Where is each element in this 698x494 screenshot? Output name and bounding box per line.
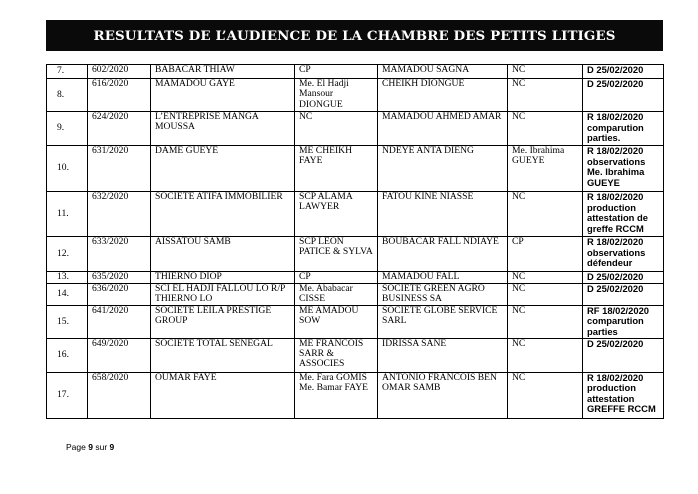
page-footer: [66, 442, 114, 452]
plaintiff-cell: DAME GUEYE: [151, 146, 295, 192]
table-row: [47, 272, 664, 284]
defendant-counsel-cell: NC: [508, 192, 583, 237]
result-cell: R 18/02/2020 production attestation de greffe RCCM: [583, 192, 664, 237]
defendant-counsel-cell: NC: [508, 372, 583, 418]
table-row: [47, 284, 664, 306]
case-number-cell: 10.: [47, 146, 88, 192]
defendant-counsel-cell: NC: [508, 79, 583, 112]
case-number-cell: 15.: [47, 305, 88, 338]
plaintiff-counsel-cell: Me. Ababacar CISSE: [295, 284, 378, 306]
defendant-cell: BOUBACAR FALL NDIAYE: [378, 237, 508, 272]
result-cell: D 25/02/2020: [583, 338, 664, 372]
defendant-counsel-cell: NC: [508, 284, 583, 306]
case-number-cell: 7.: [47, 65, 88, 79]
plaintiff-cell: SCI EL HADJI FALLOU LO R/P THIERNO LO: [151, 284, 295, 306]
plaintiff-counsel-cell: ME CHEIKH FAYE: [295, 146, 378, 192]
defendant-counsel-cell: CP: [508, 237, 583, 272]
result-cell: D 25/02/2020: [583, 272, 664, 284]
case-number-cell: 9.: [47, 112, 88, 146]
plaintiff-counsel-cell: SCP ALAMA LAWYER: [295, 192, 378, 237]
table-row: [47, 372, 664, 418]
defendant-cell: NDEYE ANTA DIENG: [378, 146, 508, 192]
case-id-cell: 624/2020: [88, 112, 151, 146]
plaintiff-cell: L’ENTREPRISE MANGA MOUSSA: [151, 112, 295, 146]
page-total: 9: [109, 442, 115, 452]
page-current: 9: [88, 442, 93, 452]
plaintiff-cell: OUMAR FAYE: [151, 372, 295, 418]
defendant-cell: SOCIETE GREEN AGRO BUSINESS SA: [378, 284, 508, 306]
defendant-counsel-cell: NC: [508, 65, 583, 79]
result-cell: R 18/02/2020 production attestation GREFFE RCCM: [583, 372, 664, 418]
case-id-cell: 658/2020: [88, 372, 151, 418]
result-cell: D 25/02/2020: [583, 65, 664, 79]
defendant-cell: ANTONIO FRANCOIS BEN OMAR SAMB: [378, 372, 508, 418]
plaintiff-counsel-cell: NC: [295, 112, 378, 146]
table-row: [47, 338, 664, 372]
case-id-cell: 649/2020: [88, 338, 151, 372]
defendant-cell: MAMADOU SAGNA: [378, 65, 508, 79]
defendant-counsel-cell: NC: [508, 305, 583, 338]
result-cell: R 18/02/2020 observations Me. Ibrahima GUEYE: [583, 146, 664, 192]
case-id-cell: 635/2020: [88, 272, 151, 284]
results-table: [46, 64, 664, 419]
case-number-cell: 17.: [47, 372, 88, 418]
plaintiff-counsel-cell: Me. Fara GOMIS Me. Bamar FAYE: [295, 372, 378, 418]
plaintiff-cell: THIERNO DIOP: [151, 272, 295, 284]
defendant-counsel-cell: NC: [508, 112, 583, 146]
result-cell: R 18/02/2020 observations défendeur: [583, 237, 664, 272]
page-sep: sur: [95, 442, 108, 452]
plaintiff-cell: BABACAR THIAW: [151, 65, 295, 79]
page-label: Page: [66, 442, 86, 452]
plaintiff-cell: AISSATOU SAMB: [151, 237, 295, 272]
case-number-cell: 13.: [47, 272, 88, 284]
plaintiff-cell: SOCIETE TOTAL SENEGAL: [151, 338, 295, 372]
table-row: [47, 112, 664, 146]
plaintiff-counsel-cell: CP: [295, 272, 378, 284]
defendant-cell: CHEIKH DIONGUE: [378, 79, 508, 112]
plaintiff-counsel-cell: Me. El Hadji Mansour DIONGUE: [295, 79, 378, 112]
case-id-cell: 616/2020: [88, 79, 151, 112]
defendant-counsel-cell: NC: [508, 272, 583, 284]
defendant-cell: MAMADOU FALL: [378, 272, 508, 284]
result-cell: D 25/02/2020: [583, 284, 664, 306]
defendant-cell: FATOU KINE NIASSE: [378, 192, 508, 237]
case-number-cell: 14.: [47, 284, 88, 306]
table-row: [47, 305, 664, 338]
case-number-cell: 8.: [47, 79, 88, 112]
case-id-cell: 641/2020: [88, 305, 151, 338]
case-id-cell: 632/2020: [88, 192, 151, 237]
page-title: RESULTATS DE L’AUDIENCE DE LA CHAMBRE DES PETITS LITIGES: [93, 27, 616, 44]
plaintiff-counsel-cell: ME AMADOU SOW: [295, 305, 378, 338]
plaintiff-counsel-cell: CP: [295, 65, 378, 79]
defendant-cell: SOCIETE GLOBE SERVICE SARL: [378, 305, 508, 338]
table-row: [47, 79, 664, 112]
defendant-counsel-cell: Me. Ibrahima GUEYE: [508, 146, 583, 192]
defendant-counsel-cell: NC: [508, 338, 583, 372]
plaintiff-counsel-cell: ME FRANCOIS SARR & ASSOCIES: [295, 338, 378, 372]
case-number-cell: 16.: [47, 338, 88, 372]
case-id-cell: 633/2020: [88, 237, 151, 272]
case-id-cell: 602/2020: [88, 65, 151, 79]
table-row: [47, 237, 664, 272]
result-cell: D 25/02/2020: [583, 79, 664, 112]
table-row: [47, 65, 664, 79]
case-id-cell: 631/2020: [88, 146, 151, 192]
case-number-cell: 12.: [47, 237, 88, 272]
table-row: [47, 192, 664, 237]
plaintiff-cell: SOCIETE LEILA PRESTIGE GROUP: [151, 305, 295, 338]
defendant-cell: MAMADOU AHMED AMAR: [378, 112, 508, 146]
results-table-body: [47, 65, 664, 419]
result-cell: R 18/02/2020 comparution parties.: [583, 112, 664, 146]
page-title-banner: [46, 20, 663, 51]
plaintiff-counsel-cell: SCP LEON PATICE & SYLVA: [295, 237, 378, 272]
case-number-cell: 11.: [47, 192, 88, 237]
plaintiff-cell: SOCIETE ATIFA IMMOBILIER: [151, 192, 295, 237]
plaintiff-cell: MAMADOU GAYE: [151, 79, 295, 112]
case-id-cell: 636/2020: [88, 284, 151, 306]
defendant-cell: IDRISSA SANE: [378, 338, 508, 372]
result-cell: RF 18/02/2020 comparution parties: [583, 305, 664, 338]
table-row: [47, 146, 664, 192]
